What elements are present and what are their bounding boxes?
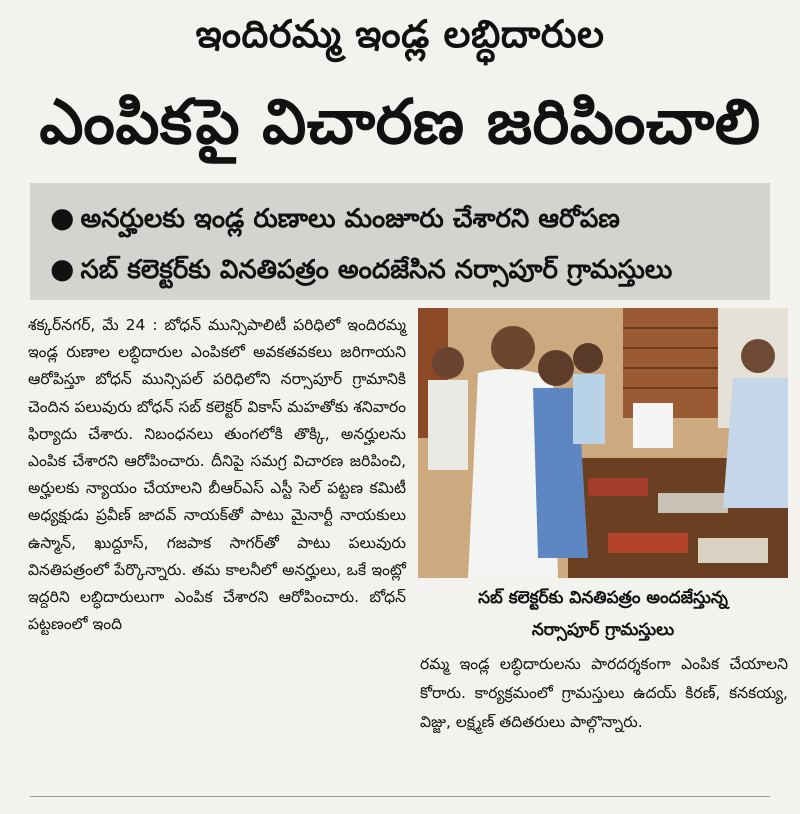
photo-caption bbox=[418, 582, 788, 646]
article-body-left-column bbox=[28, 312, 406, 638]
bullet-dot-icon: ● bbox=[50, 201, 75, 234]
divider bbox=[30, 796, 770, 797]
news-photo bbox=[418, 308, 788, 578]
article-paragraph: శక్కర్‌నగర్, మే 24 : బోధన్ మున్సిపాలిటీ పరిధిలో ఇందిరమ్మ ఇండ్ల రుణాల లబ్ధిదారుల ఎంపికలో అవకతవకలు జరిగాయని ఆరోపిస్తూ బోధన్ మున్సిపల్ పరిధిలోని నర్సాపూర్ గ్రామానికి చెందిన పలువురు బోధన్ సబ్ కలెక్టర్ వికాస్ మహతోకు శనివారం ఫిర్యాదు చేశారు. నిబంధనలు తుంగలోకి తొక్కి, అనర్హులను ఎంపిక చేశారని ఆరోపించారు. దీనిపై సమగ్ర విచారణ జరిపించి, అర్హులకు న్యాయం చేయాలని బీఆర్ఎస్ ఎస్టీ సెల్ పట్టణ కమిటీ అధ్యక్షుడు ప్రవీణ్ జాదవ్ నాయక్‌తో పాటు మైనార్టీ నాయకులు ఉస్మాన్, ఖుద్దూస్, గజపాక సాగర్‌తో పాటు పలువురు వినతిపత్రంలో పేర్కొన్నారు. తమ కాలనీలో అనర్హులు, ఒకే ఇంట్లో ఇద్దరిని లబ్ధిదారులుగా ఎంపిక చేశారని ఆరోపించారు. బోధన్ పట్టణంలో ఇంది bbox=[28, 316, 406, 634]
kicker-headline: ఇందిరమ్మ ఇండ్ల లబ్ధిదారుల bbox=[195, 12, 605, 56]
highlight-item bbox=[50, 244, 770, 295]
highlight-text: అనర్హులకు ఇండ్ల రుణాలు మంజూరు చేశారని ఆరోపణ bbox=[80, 204, 620, 234]
caption-line: సబ్ కలెక్టర్‌కు వినతిపత్రం అందజేస్తున్న bbox=[478, 588, 728, 608]
main-headline: ఎంపికపై విచారణ జరిపించాలి bbox=[39, 85, 761, 158]
bullet-dot-icon: ● bbox=[50, 252, 75, 285]
highlight-text: సబ్ కలెక్టర్‌కు వినతిపత్రం అందజేసిన నర్సాపూర్ గ్రామస్తులు bbox=[80, 255, 673, 285]
highlight-item bbox=[50, 193, 770, 244]
article-body-right-column bbox=[420, 650, 788, 737]
highlights-box bbox=[30, 183, 770, 300]
caption-line: నర్సాపూర్ గ్రామస్తులు bbox=[531, 620, 675, 640]
article-paragraph: రమ్మ ఇండ్ల లబ్ధిదారులను పారదర్శకంగా ఎంపిక చేయాలని కోరారు. కార్యక్రమంలో గ్రామస్తులు ఉదయ్ కిరణ్, కనకయ్య, విజ్జు, లక్ష్మణ్ తదితరులు పాల్గొన్నారు. bbox=[420, 655, 788, 731]
